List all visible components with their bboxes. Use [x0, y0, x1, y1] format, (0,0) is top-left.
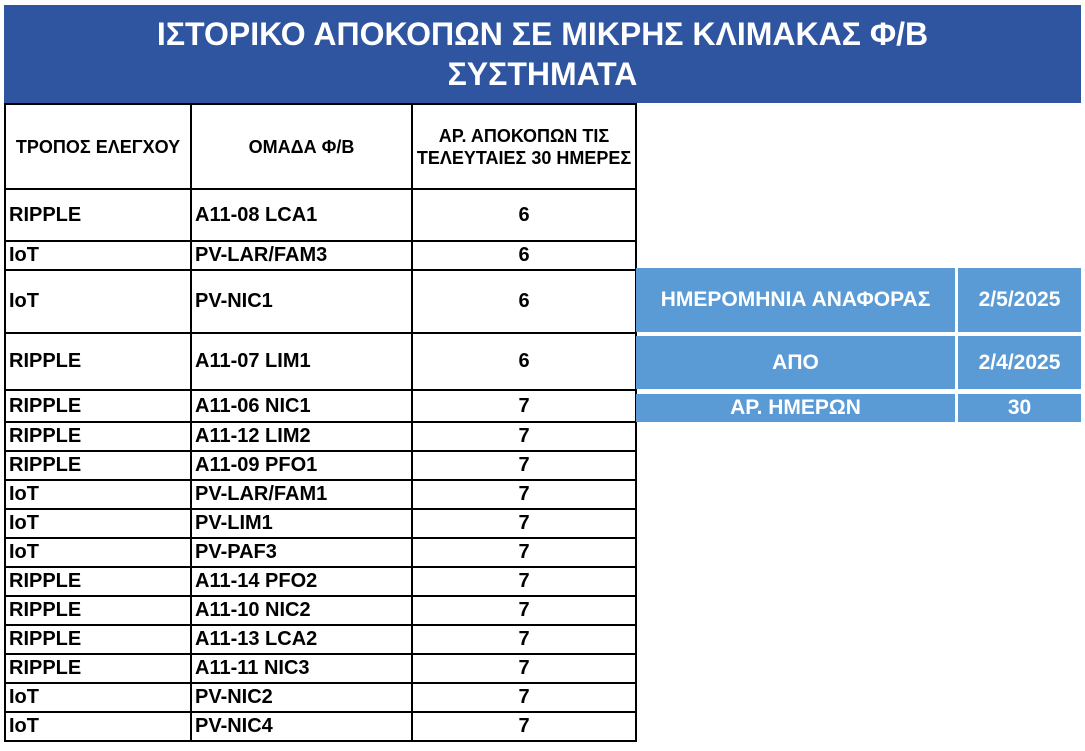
- table-row: [5, 567, 636, 596]
- header-curtailment-count: ΑΡ. ΑΠΟΚΟΠΩΝ ΤΙΣ ΤΕΛΕΥΤΑΙΕΣ 30 ΗΜΕΡΕΣ: [412, 104, 636, 189]
- table-row: [5, 451, 636, 480]
- cell-curtailment-count: 7: [412, 422, 636, 451]
- cell-control-mode: IoT: [5, 509, 191, 538]
- cell-curtailment-count: 6: [412, 189, 636, 241]
- table-row: [5, 333, 636, 390]
- cell-curtailment-count: 7: [412, 480, 636, 509]
- cell-control-mode: RIPPLE: [5, 189, 191, 241]
- cell-curtailment-count: 7: [412, 683, 636, 712]
- table-row: [5, 654, 636, 683]
- cell-control-mode: IoT: [5, 538, 191, 567]
- table-row: [5, 480, 636, 509]
- cell-control-mode: RIPPLE: [5, 625, 191, 654]
- from-date-label: ΑΠΟ: [636, 336, 955, 389]
- table-row: [5, 509, 636, 538]
- days-count-value: 30: [958, 394, 1081, 422]
- cell-pv-group: A11-09 PFO1: [191, 451, 412, 480]
- table-row: [5, 390, 636, 422]
- cell-pv-group: PV-NIC1: [191, 270, 412, 333]
- report-title-line1: ΙΣΤΟΡΙΚΟ ΑΠΟΚΟΠΩΝ ΣΕ ΜΙΚΡΗΣ ΚΛΙΜΑΚΑΣ Φ/Β: [156, 16, 929, 52]
- cell-curtailment-count: 7: [412, 625, 636, 654]
- table-row: [5, 189, 636, 241]
- cell-pv-group: A11-08 LCA1: [191, 189, 412, 241]
- table-row: [5, 270, 636, 333]
- cell-control-mode: IoT: [5, 712, 191, 741]
- table-row: [5, 596, 636, 625]
- cell-curtailment-count: 7: [412, 509, 636, 538]
- cell-curtailment-count: 7: [412, 596, 636, 625]
- cell-control-mode: IoT: [5, 683, 191, 712]
- cell-curtailment-count: 7: [412, 451, 636, 480]
- table-row: [5, 625, 636, 654]
- table-row: [5, 538, 636, 567]
- table-row: [5, 241, 636, 270]
- cell-control-mode: RIPPLE: [5, 390, 191, 422]
- table-row: [5, 422, 636, 451]
- cell-curtailment-count: 7: [412, 567, 636, 596]
- cell-control-mode: RIPPLE: [5, 333, 191, 390]
- cell-pv-group: PV-LIM1: [191, 509, 412, 538]
- header-control-mode: ΤΡΟΠΟΣ ΕΛΕΓΧΟΥ: [5, 104, 191, 189]
- cell-pv-group: A11-10 NIC2: [191, 596, 412, 625]
- cell-pv-group: A11-14 PFO2: [191, 567, 412, 596]
- cell-control-mode: RIPPLE: [5, 422, 191, 451]
- cell-control-mode: IoT: [5, 270, 191, 333]
- curtailment-table: [4, 103, 637, 742]
- cell-pv-group: A11-07 LIM1: [191, 333, 412, 390]
- cell-curtailment-count: 7: [412, 654, 636, 683]
- cell-pv-group: A11-12 LIM2: [191, 422, 412, 451]
- cell-curtailment-count: 7: [412, 538, 636, 567]
- cell-control-mode: RIPPLE: [5, 567, 191, 596]
- report-date-label: ΗΜΕΡΟΜΗΝΙΑ ΑΝΑΦΟΡΑΣ: [636, 268, 955, 332]
- report-title-banner: [4, 5, 1081, 103]
- cell-pv-group: A11-13 LCA2: [191, 625, 412, 654]
- table-header-row: [5, 104, 636, 189]
- cell-pv-group: PV-PAF3: [191, 538, 412, 567]
- cell-control-mode: IoT: [5, 480, 191, 509]
- cell-pv-group: PV-NIC4: [191, 712, 412, 741]
- cell-control-mode: IoT: [5, 241, 191, 270]
- report-date-value: 2/5/2025: [958, 268, 1081, 332]
- cell-curtailment-count: 6: [412, 270, 636, 333]
- cell-pv-group: A11-06 NIC1: [191, 390, 412, 422]
- cell-pv-group: A11-11 NIC3: [191, 654, 412, 683]
- cell-pv-group: PV-LAR/FAM1: [191, 480, 412, 509]
- cell-control-mode: RIPPLE: [5, 451, 191, 480]
- cell-curtailment-count: 6: [412, 333, 636, 390]
- cell-curtailment-count: 7: [412, 390, 636, 422]
- cell-pv-group: PV-LAR/FAM3: [191, 241, 412, 270]
- days-count-label: ΑΡ. ΗΜΕΡΩΝ: [636, 394, 955, 422]
- cell-curtailment-count: 6: [412, 241, 636, 270]
- from-date-value: 2/4/2025: [958, 336, 1081, 389]
- cell-control-mode: RIPPLE: [5, 596, 191, 625]
- cell-curtailment-count: 7: [412, 712, 636, 741]
- cell-pv-group: PV-NIC2: [191, 683, 412, 712]
- cell-control-mode: RIPPLE: [5, 654, 191, 683]
- table-row: [5, 683, 636, 712]
- report-title-line2: ΣΥΣΤΗΜΑΤΑ: [447, 56, 638, 92]
- table-row: [5, 712, 636, 741]
- header-pv-group: ΟΜΑΔΑ Φ/Β: [191, 104, 412, 189]
